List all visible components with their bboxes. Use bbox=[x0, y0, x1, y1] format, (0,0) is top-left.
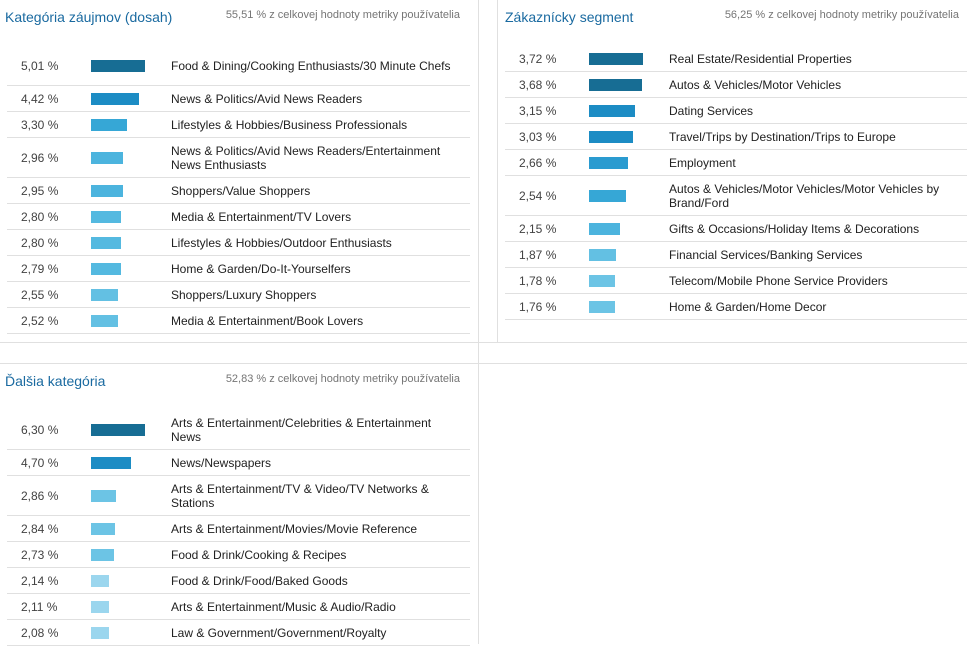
category-label: Food & Drink/Food/Baked Goods bbox=[171, 573, 348, 588]
category-label: News & Politics/Avid News Readers/Entertainment News Enthusiasts bbox=[171, 143, 441, 172]
table-row bbox=[7, 410, 470, 450]
table-row bbox=[7, 46, 470, 86]
percentage-bar bbox=[589, 105, 635, 117]
category-label: Media & Entertainment/Book Lovers bbox=[171, 313, 364, 328]
table-row bbox=[505, 294, 967, 320]
bar-cell bbox=[77, 424, 171, 436]
table-row bbox=[505, 46, 967, 72]
percentage-value: 2,52 % bbox=[21, 313, 59, 328]
table-row bbox=[505, 216, 967, 242]
category-label: Lifestyles & Hobbies/Outdoor Enthusiasts bbox=[171, 235, 392, 250]
percentage-value: 2,84 % bbox=[21, 521, 59, 536]
percentage-value: 5,01 % bbox=[21, 58, 59, 73]
bar-cell bbox=[575, 275, 669, 287]
data-table bbox=[7, 46, 470, 334]
category-label: News/Newspapers bbox=[171, 455, 272, 470]
bar-cell bbox=[77, 119, 171, 131]
percentage-value: 1,76 % bbox=[519, 299, 557, 314]
bar-cell bbox=[575, 105, 669, 117]
table-row bbox=[7, 256, 470, 282]
bar-cell bbox=[575, 79, 669, 91]
category-label: Food & Drink/Cooking & Recipes bbox=[171, 547, 347, 562]
percentage-bar bbox=[589, 301, 615, 313]
percentage-value: 2,96 % bbox=[21, 150, 59, 165]
percentage-bar bbox=[91, 60, 145, 72]
category-label: Shoppers/Luxury Shoppers bbox=[171, 287, 317, 302]
percentage-bar bbox=[91, 289, 118, 301]
table-row bbox=[7, 112, 470, 138]
category-label: Arts & Entertainment/Music & Audio/Radio bbox=[171, 599, 396, 614]
bar-cell bbox=[575, 190, 669, 202]
percentage-value: 2,80 % bbox=[21, 209, 59, 224]
table-row bbox=[505, 242, 967, 268]
category-label: Law & Government/Government/Royalty bbox=[171, 625, 387, 640]
percentage-value: 2,79 % bbox=[21, 261, 59, 276]
percentage-bar bbox=[589, 53, 643, 65]
category-label: Telecom/Mobile Phone Service Providers bbox=[669, 273, 888, 288]
percentage-value: 2,08 % bbox=[21, 625, 59, 640]
other-category-panel bbox=[0, 364, 478, 644]
category-label: Autos & Vehicles/Motor Vehicles/Motor Vehicles by Brand/Ford bbox=[669, 181, 940, 210]
percentage-bar bbox=[589, 131, 633, 143]
percentage-value: 4,42 % bbox=[21, 91, 59, 106]
table-row bbox=[505, 124, 967, 150]
bar-cell bbox=[77, 289, 171, 301]
percentage-value: 2,73 % bbox=[21, 547, 59, 562]
bar-cell bbox=[77, 211, 171, 223]
panel-title: Ďalšia kategória bbox=[5, 373, 106, 389]
table-row bbox=[7, 542, 470, 568]
customer-segment-panel bbox=[497, 0, 967, 342]
percentage-value: 2,14 % bbox=[21, 573, 59, 588]
percentage-bar bbox=[589, 79, 642, 91]
bar-cell bbox=[77, 60, 171, 72]
bar-cell bbox=[77, 263, 171, 275]
percentage-value: 3,68 % bbox=[519, 77, 557, 92]
category-label: Real Estate/Residential Properties bbox=[669, 51, 852, 66]
percentage-value: 2,66 % bbox=[519, 155, 557, 170]
table-row bbox=[7, 230, 470, 256]
table-row bbox=[505, 268, 967, 294]
percentage-value: 3,30 % bbox=[21, 117, 59, 132]
table-row bbox=[7, 516, 470, 542]
percentage-value: 3,03 % bbox=[519, 129, 557, 144]
bar-cell bbox=[575, 131, 669, 143]
bar-cell bbox=[77, 490, 171, 502]
bar-cell bbox=[575, 249, 669, 261]
category-label: Shoppers/Value Shoppers bbox=[171, 183, 311, 198]
category-label: Arts & Entertainment/Movies/Movie Reference bbox=[171, 521, 418, 536]
category-label: Autos & Vehicles/Motor Vehicles bbox=[669, 77, 842, 92]
percentage-bar bbox=[91, 549, 114, 561]
table-row bbox=[7, 138, 470, 178]
percentage-bar bbox=[91, 93, 139, 105]
panel-title: Zákaznícky segment bbox=[505, 9, 634, 25]
panel-subtitle: 52,83 % z celkovej hodnoty metriky používatelia bbox=[225, 373, 460, 385]
data-table bbox=[7, 410, 470, 646]
bar-cell bbox=[77, 315, 171, 327]
table-row bbox=[505, 150, 967, 176]
percentage-value: 3,15 % bbox=[519, 103, 557, 118]
table-row bbox=[7, 450, 470, 476]
table-row bbox=[7, 178, 470, 204]
percentage-bar bbox=[91, 424, 145, 436]
data-table bbox=[505, 46, 967, 320]
bar-cell bbox=[77, 601, 171, 613]
category-label: Food & Dining/Cooking Enthusiasts/30 Minute Chefs bbox=[171, 58, 451, 73]
table-row bbox=[7, 594, 470, 620]
percentage-bar bbox=[589, 157, 628, 169]
bar-cell bbox=[575, 157, 669, 169]
bar-cell bbox=[77, 185, 171, 197]
bar-cell bbox=[77, 93, 171, 105]
percentage-value: 1,78 % bbox=[519, 273, 557, 288]
percentage-value: 1,87 % bbox=[519, 247, 557, 262]
percentage-bar bbox=[91, 211, 121, 223]
percentage-bar bbox=[589, 190, 626, 202]
bar-cell bbox=[77, 152, 171, 164]
bar-cell bbox=[77, 627, 171, 639]
percentage-bar bbox=[589, 275, 615, 287]
percentage-value: 2,54 % bbox=[519, 188, 557, 203]
percentage-value: 2,95 % bbox=[21, 183, 59, 198]
percentage-bar bbox=[91, 575, 109, 587]
bar-cell bbox=[77, 237, 171, 249]
bar-cell bbox=[575, 223, 669, 235]
category-label: Home & Garden/Do-It-Yourselfers bbox=[171, 261, 351, 276]
bar-cell bbox=[575, 301, 669, 313]
percentage-bar bbox=[91, 490, 116, 502]
percentage-bar bbox=[91, 152, 123, 164]
table-row bbox=[7, 282, 470, 308]
panel-title: Kategória záujmov (dosah) bbox=[5, 9, 173, 25]
table-row bbox=[7, 204, 470, 230]
table-row bbox=[7, 86, 470, 112]
panel-divider-horizontal bbox=[0, 342, 967, 343]
percentage-value: 3,72 % bbox=[519, 51, 557, 66]
percentage-bar bbox=[91, 237, 121, 249]
percentage-bar bbox=[91, 601, 109, 613]
bar-cell bbox=[575, 53, 669, 65]
category-label: Media & Entertainment/TV Lovers bbox=[171, 209, 352, 224]
percentage-bar bbox=[91, 119, 127, 131]
percentage-value: 2,11 % bbox=[21, 599, 58, 614]
percentage-value: 4,70 % bbox=[21, 455, 59, 470]
category-label: Arts & Entertainment/TV & Video/TV Networks & Stations bbox=[171, 481, 429, 510]
category-label: Employment bbox=[669, 155, 736, 170]
table-row bbox=[505, 72, 967, 98]
table-row bbox=[7, 620, 470, 646]
panel-subtitle: 55,51 % z celkovej hodnoty metriky používatelia bbox=[225, 9, 460, 21]
percentage-bar bbox=[91, 457, 131, 469]
category-label: Travel/Trips by Destination/Trips to Europe bbox=[669, 129, 896, 144]
table-row bbox=[505, 176, 967, 216]
percentage-value: 6,30 % bbox=[21, 422, 59, 437]
category-label: News & Politics/Avid News Readers bbox=[171, 91, 363, 106]
interest-category-panel bbox=[0, 0, 478, 342]
bar-cell bbox=[77, 457, 171, 469]
percentage-bar bbox=[91, 627, 109, 639]
table-row bbox=[7, 568, 470, 594]
percentage-bar bbox=[91, 185, 123, 197]
percentage-value: 2,80 % bbox=[21, 235, 59, 250]
bar-cell bbox=[77, 549, 171, 561]
percentage-value: 2,15 % bbox=[519, 221, 557, 236]
panel-divider-vertical bbox=[478, 0, 479, 644]
bar-cell bbox=[77, 575, 171, 587]
category-label: Gifts & Occasions/Holiday Items & Decorations bbox=[669, 221, 920, 236]
panel-subtitle: 56,25 % z celkovej hodnoty metriky používatelia bbox=[724, 9, 959, 21]
category-label: Dating Services bbox=[669, 103, 754, 118]
percentage-bar bbox=[91, 263, 121, 275]
percentage-bar bbox=[589, 249, 616, 261]
percentage-bar bbox=[91, 315, 118, 327]
category-label: Arts & Entertainment/Celebrities & Entertainment News bbox=[171, 415, 432, 444]
percentage-value: 2,55 % bbox=[21, 287, 59, 302]
percentage-bar bbox=[589, 223, 620, 235]
percentage-value: 2,86 % bbox=[21, 488, 59, 503]
table-row bbox=[505, 98, 967, 124]
category-label: Lifestyles & Hobbies/Business Professionals bbox=[171, 117, 408, 132]
category-label: Home & Garden/Home Decor bbox=[669, 299, 827, 314]
table-row bbox=[7, 476, 470, 516]
category-label: Financial Services/Banking Services bbox=[669, 247, 863, 262]
bar-cell bbox=[77, 523, 171, 535]
table-row bbox=[7, 308, 470, 334]
percentage-bar bbox=[91, 523, 115, 535]
